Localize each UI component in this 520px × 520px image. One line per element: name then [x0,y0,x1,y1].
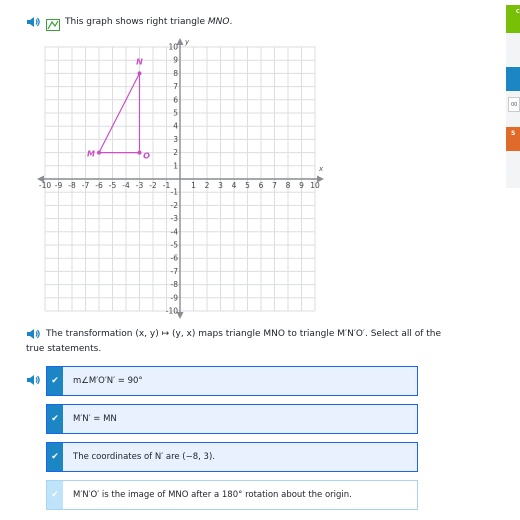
vertex-label-m: M [87,149,95,159]
y-tick-label: 3 [173,134,178,144]
x-tick-label: -10 [38,181,52,190]
sidebar-blue-button[interactable] [506,67,520,91]
x-tick-label: 9 [299,181,304,190]
sidebar-green-button[interactable]: C [506,5,520,33]
sidebar-orange-button[interactable]: S [506,127,520,151]
x-tick-label: -3 [135,181,144,190]
x-tick-label: -2 [149,181,157,190]
y-tick-label: 4 [173,121,178,131]
check-icon: ✔ [51,376,59,386]
choices-speaker-icon[interactable] [26,374,40,386]
y-axis-label: y [185,38,190,46]
x-tick-label: 5 [245,181,250,190]
x-tick-label: 8 [285,181,291,190]
question-line-1: The transformation (x, y) ↦ (y, x) maps triangle MNO to triangle M′N′O′. Select all of the [46,329,441,339]
question-line-2: true statements. [26,344,102,354]
x-tick-label: -9 [54,181,63,190]
y-tick-label: -9 [170,293,178,303]
y-tick-label: 8 [173,68,178,78]
check-icon: ✔ [51,452,59,462]
y-tick-label: 6 [173,95,178,105]
y-tick-label: -6 [170,253,178,263]
y-tick-label: 9 [173,55,178,65]
intro-text: This graph shows right triangle MNO. [65,17,233,27]
y-tick-label: 5 [173,108,178,118]
vertex-point-n [138,71,142,75]
choice-text: m∠M′O′N′ = 90° [73,376,143,386]
y-tick-label: -7 [170,266,178,276]
choice-2[interactable] [46,404,418,434]
x-axis-label: x [319,165,324,173]
x-tick-label: 6 [258,181,264,190]
x-tick-label: -6 [95,181,103,190]
x-tick-label: -7 [81,181,90,190]
y-tick-label: 7 [173,82,178,92]
y-tick-label: -8 [170,280,178,290]
y-tick-label: -4 [170,227,178,237]
choice-text: M′N′O′ is the image of MNO after a 180° rotation about the origin. [73,490,352,500]
y-tick-label: -1 [170,187,178,197]
choice-text: M′N′ = MN [73,414,117,424]
vertex-point-o [138,151,142,155]
choice-4[interactable] [46,480,418,510]
checkbox-checked[interactable] [47,367,63,395]
x-tick-label: 10 [310,181,320,190]
x-tick-label: 3 [218,181,223,190]
choice-text: The coordinates of N′ are (−8, 3). [73,452,215,462]
vertex-label-o: O [143,151,150,161]
checkbox-unchecked[interactable] [47,481,63,509]
x-tick-label: -8 [68,181,76,190]
vertex-point-m [97,151,101,155]
checkbox-checked[interactable] [47,405,63,433]
check-icon: ✔ [51,490,59,500]
x-tick-label: 2 [204,181,210,190]
y-tick-label: 2 [173,148,178,158]
y-tick-label: -3 [170,214,178,224]
choice-1[interactable] [46,366,418,396]
x-tick-label: 4 [231,181,237,190]
vertex-label-n: N [136,57,143,67]
question-speaker-icon[interactable] [26,328,40,340]
x-tick-label: -1 [162,181,171,190]
x-tick-label: -4 [122,181,130,190]
y-tick-label: 1 [173,161,178,171]
x-tick-label: 1 [191,181,196,190]
y-tick-label: 10 [168,42,178,52]
triangle-name: MNO [207,17,230,27]
y-tick-label: -2 [170,200,178,210]
checkbox-checked[interactable] [47,443,63,471]
x-tick-label: 7 [272,181,277,190]
y-tick-label: -5 [170,240,178,250]
choice-3[interactable] [46,442,418,472]
y-tick-label: -10 [165,306,178,316]
check-icon: ✔ [51,414,59,424]
sidebar-input[interactable]: 00 [508,97,520,112]
x-tick-label: -5 [108,181,117,190]
